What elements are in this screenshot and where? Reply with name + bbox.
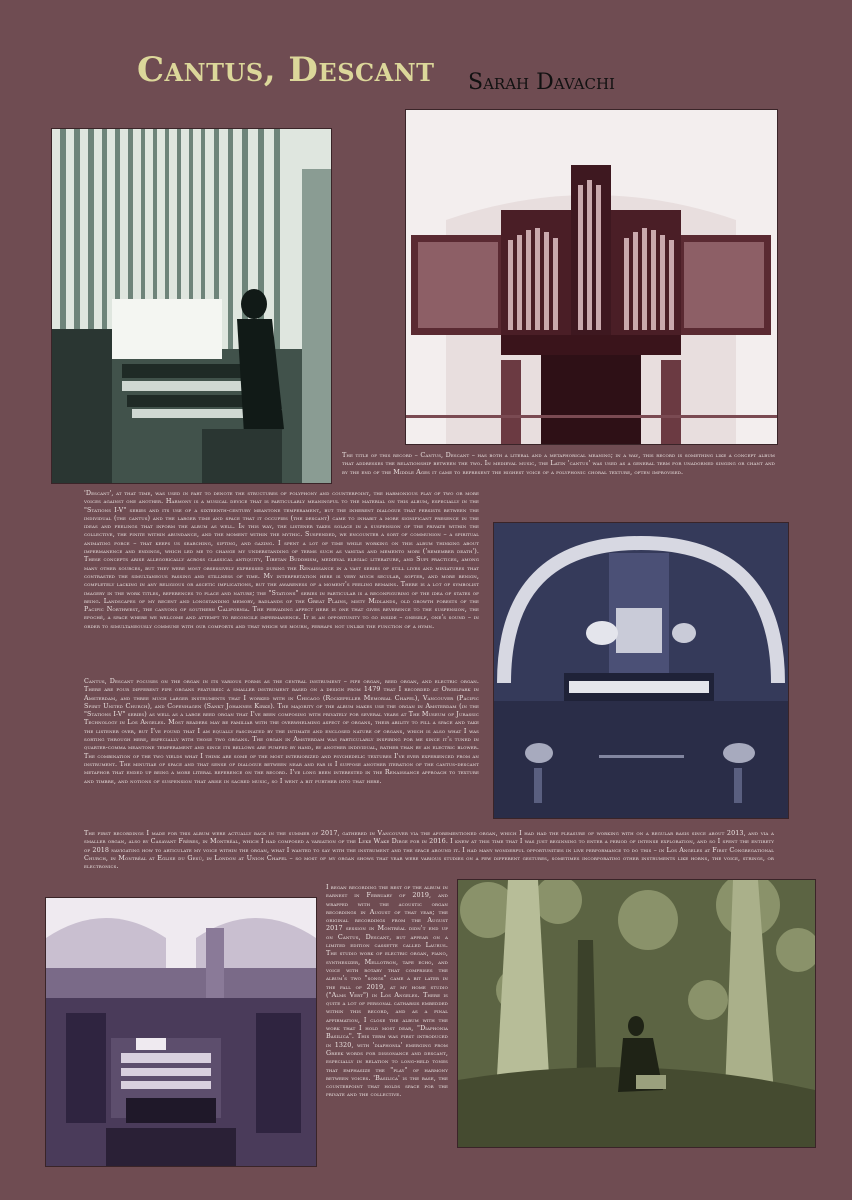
photo-chapel-altar <box>493 522 789 819</box>
liner-notes-organs: Cantus, Descant focuses on the organ in its various forms as the central instrument – pipe organ, reed organ, and electric organ. There are four different pipe organs featured: a smaller instrument based on a design from 1479 that I recorded at Orgelpark in Amsterdam, and three much larger instruments that I worked with in Chicago (Rockefeller Memorial Chapel), Vancouver (Pacific Spirit United Church), and Copenhagen (Sankt Johannes Kirke). The majority of the album makes use the organ in Amsterdam (in the "Stations I-V" series) as well as a large reed organ that I've been composing with privately for several years at The Museum of Jurassic Technology in Los Angeles. Most readers may be familiar with the overwhelming aspect of organs, their ability to fill a space and take the listener over, but I've found that I am equally fascinated by the intimate and enclosed nature of organs, which is also what I was sorting through here, especially with those two organs. The organ in Amsterdam was particularly inspiring for me since it's tuned in quarter-comma meantone temperament and since its bellows are pumped by hand, by another individual, rather than by an electric blower. The combination of the two yields what I think are some of the most interiorized and psychedelic textures I've ever experienced from an instrument. The minutiae of space and that sense of dialogue between near and far is I suppose another iteration of the cantus-descant metaphor that ended up being a more literal reference on the record. I've long been interested in the Renaissance approach to texture and timbre, and notions of suspension that arise in sacred music, so I went a bit further into that here. <box>84 677 479 785</box>
liner-notes-recordings-column: I began recording the rest of the album in earnest in February of 2019, and wrapped with the acoustic organ recordings in August of that year; the original recordings from the August 2017 session in Montréal didn't end up on Cantus, Descant, but appear on a limited edition cassette called Laurus. The studio work of electric organ, piano, synthesizer, Mellotron, tape echo, and voice with rotary that comprises the album's two "songs" came a bit later in the fall of 2019, at my home studio ("Alms Vert") in Los Angeles. There is quite a lot of personal catharsis embedded within this record, and as a final affirmation, I close the album with the work that I hold most dear, "Diaphonia Basilica". This term was first introduced in 1320, with 'diaphonia' emerging from Greek words for dissonance and descant, especially in relation to long-held tones that emphasize the "play" of harmony between voices. 'Basilica' is the base, the counterpoint that holds space for the private and the collective. <box>326 883 448 1099</box>
photo-organist-console <box>51 128 332 484</box>
photo-forest-portrait <box>457 879 816 1148</box>
liner-notes-intro: The title of this record – Cantus, Descant – has both a literal and a metaphorical meaning; in a way, this record is something like a concept album that addresses the relationship between the two. In medieval music, the Latin 'cantus' was used as a general term for unadorned singing or chant and by the end of the Middle Ages it came to represent the highest voice of a polyphonic choral texture, often improvised. <box>342 451 775 476</box>
album-title: Cantus, Descant <box>137 50 435 90</box>
liner-notes-title-meaning: 'Descant', at that time, was used in part to denote the structures of polyphony and counterpoint, the harmonious play of two or more voices against one another. Harmony is a musical device that is particularly meaningful to the material on this album, especially in the "Stations I-V" series and its use of a sixteenth-century meantone temperament, but the inherent dialogue that persists between the individual (the cantus) and the larger time and space that it occupies (the descant) came to inhabit a more significant presence in the ideas and feelings that inform the album as well. In this way, the listener takes solace in a suspension of the private within the collective, the finite within abundance, and the moment within the mythic. Suspended, we encounter a sort of communion – a spiritual animating force – that keeps us searching, sifting, and gazing. I spent a lot of time while working on this album thinking about impermanence and endings, which led me to change my understanding of terms such as vanitas and memento mori ('remember death'). These concepts arise allegorically across classical antiquity, Tibetan Buddhism, medieval elegiac literature, and Sufi practices, among many other sources, but they were most obsessively expressed during the Renaissance in a vast series of still lives and miniatures that contrasted the simultaneous passing and stillness of time. My interpretation here is very much secular, softer, and more benign, completely lacking in any religious or ascetic implications, but the awareness of a moment's feeling remains. There is a lot of symbolist imagery in the work titles, references to place and nature; the "Stations" series in particular is a reconfiguring of the idea of states of being. Landscapes of my recent and longstanding memory, badlands of the Great Plains, misty Midlands, old growth forests of the Pacific Northwest, the canyons of southern California. The pervading affect here is one that gives reverence to the suspension, the epoché, a space where we welcome and attempt to reconcile impermanence. It is an opportunity to go inside – oneself, one's sound – in order to simultaneously commune with our comforts and that which we mourn, perhaps not unlike the function of a hymn. <box>84 489 479 630</box>
photo-chapel-interior <box>45 897 317 1167</box>
artist-name: Sarah Davachi <box>468 70 615 95</box>
photo-organ-facade <box>405 109 778 445</box>
liner-notes-recordings: The first recordings I made for this album were actually back in the summer of 2017, gathered in Vancouver via the aforementioned organ, which I had had the pleasure of working with on a regular basis since about 2013, and via a smaller organ, also by Casavant Frères, in Montréal, which I had composed a variation of the Lyke Wake Dirge for in 2016. I knew at this time that I was just beginning to enter a period of intense exploration, and so I spent the entirety of 2018 navigating how to articulate my voice within the organ, what I wanted to say with the instrument and the space around it. I had many wonderful opportunities in live performance to do this – in Los Angeles at First Congregational Church, in Montréal at Eglise du Gesù, in London at Union Chapel – so most of my organ shows that year were various studies on a few different gestures, sometimes incorporating other instruments like horns, the voice, strings, or electronics. <box>84 829 774 871</box>
